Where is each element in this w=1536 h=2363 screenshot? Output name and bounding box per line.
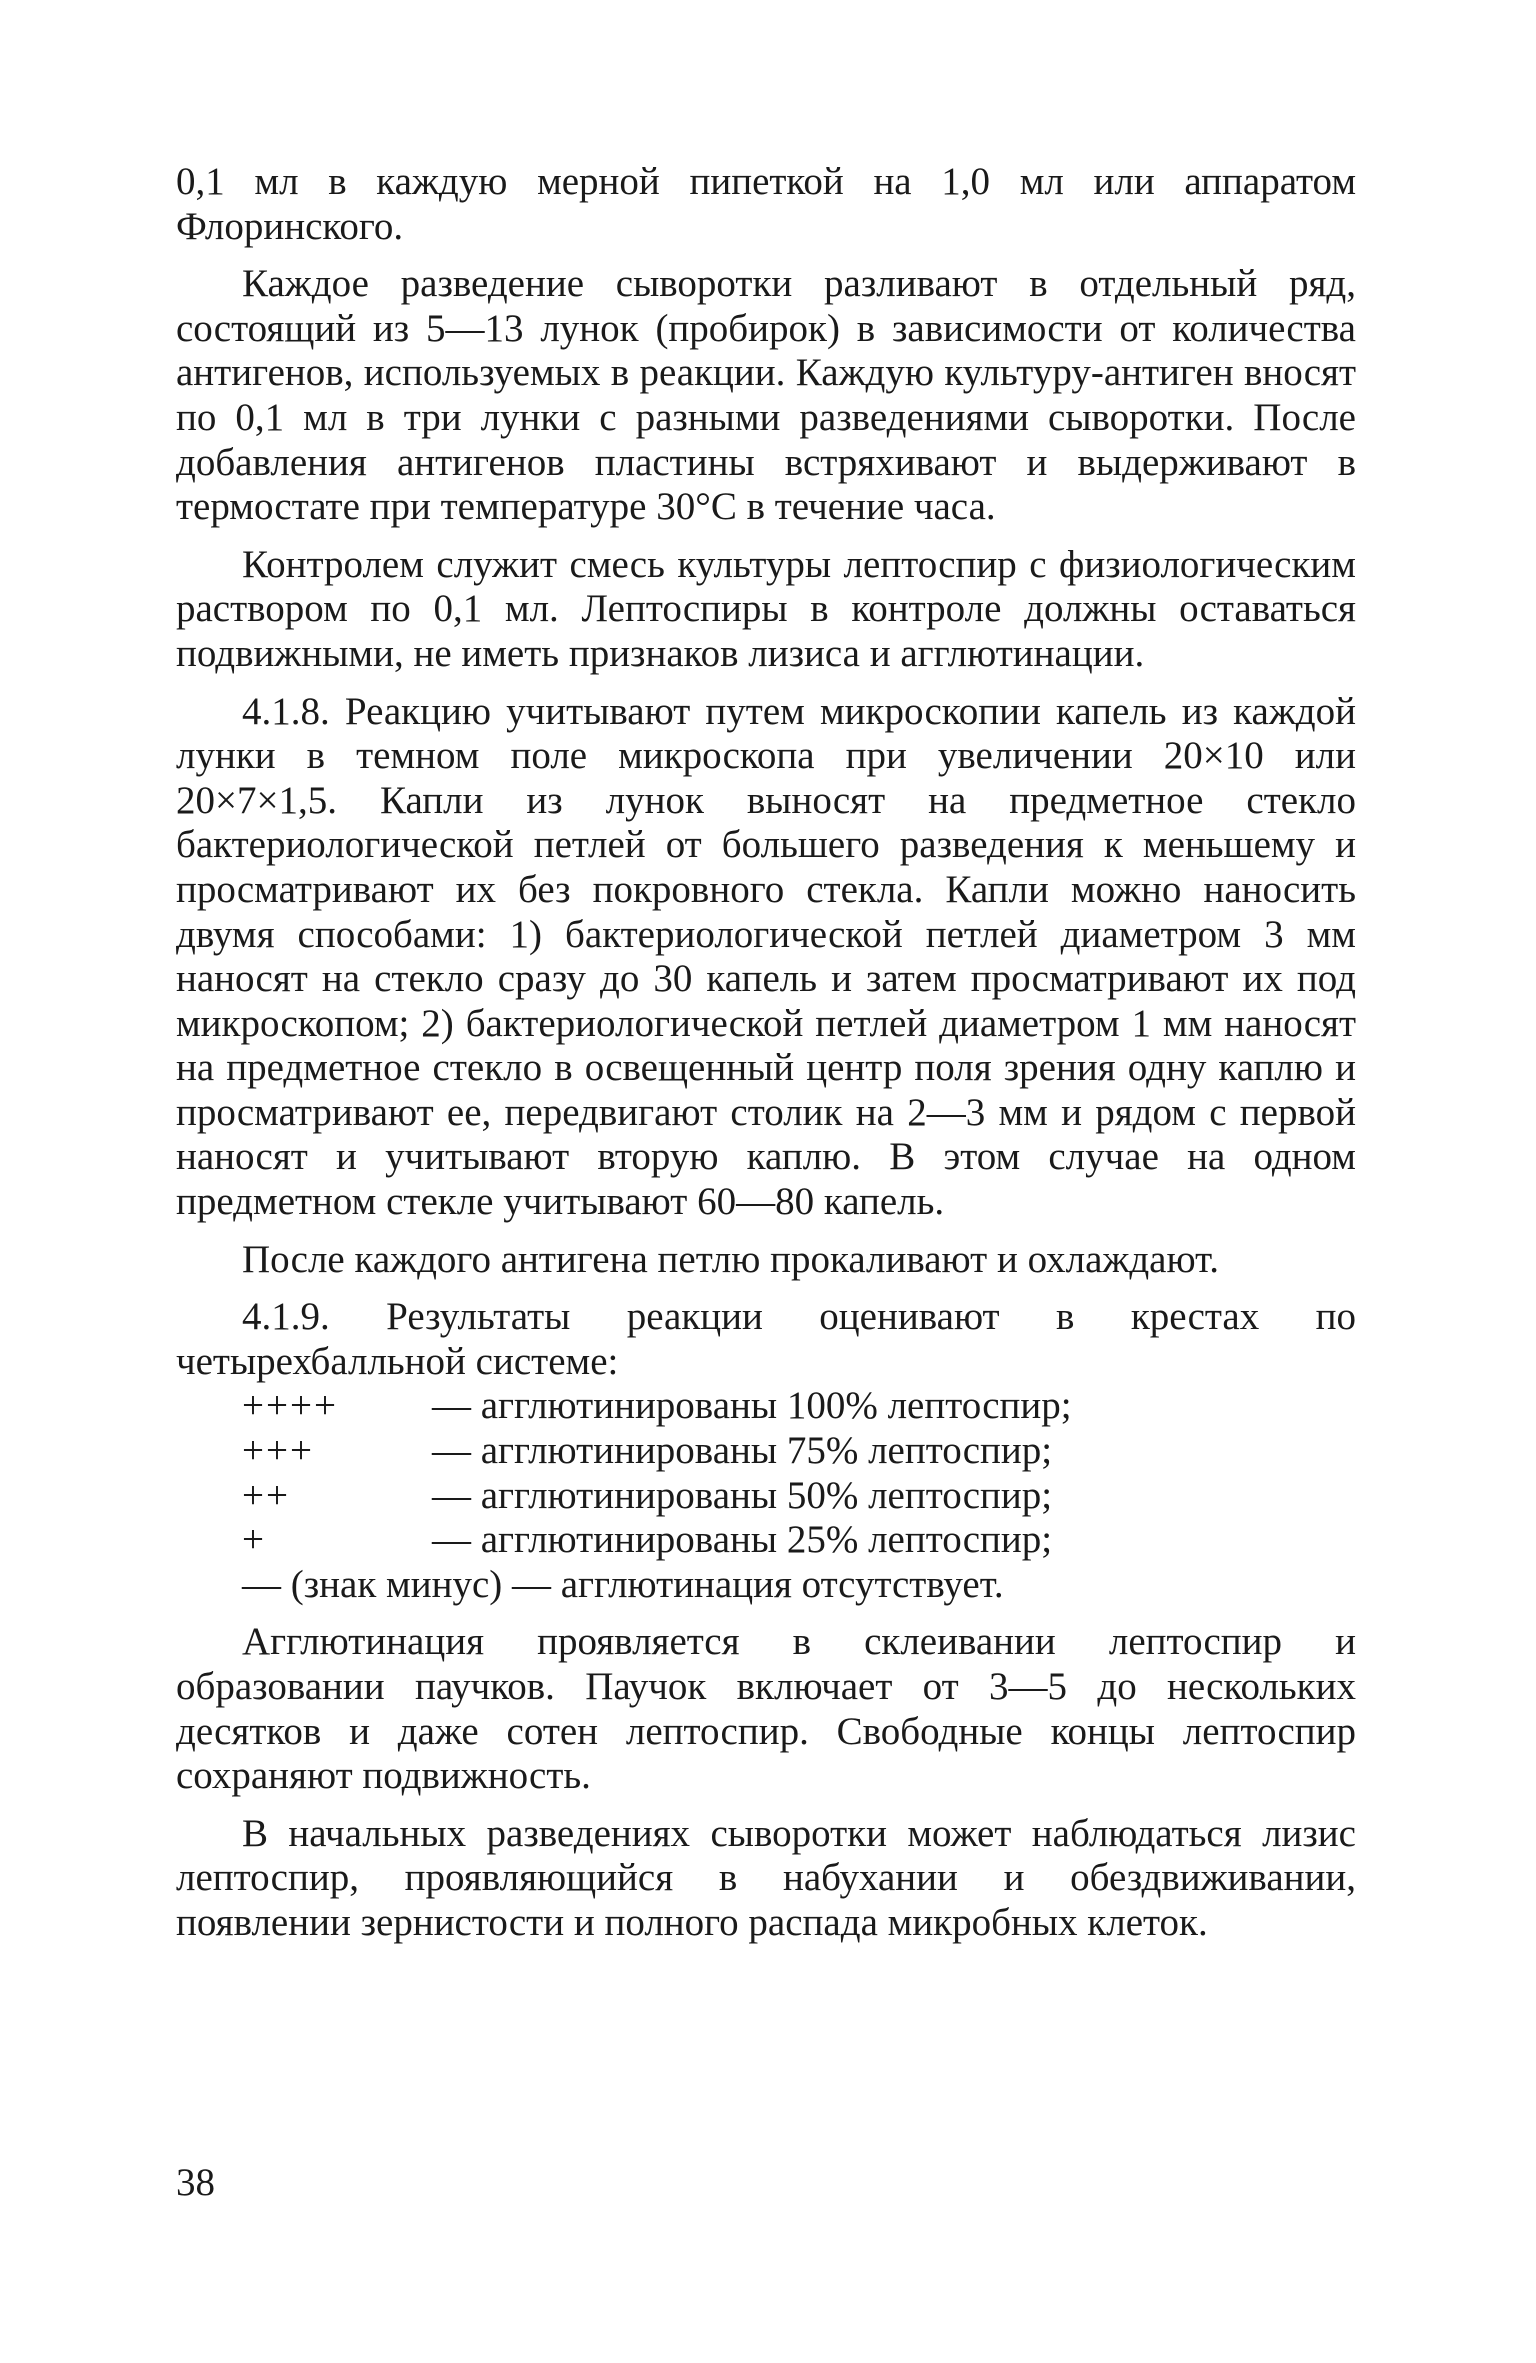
legend-sign: ++ [242, 1473, 290, 1517]
legend-sign: +++ [242, 1429, 314, 1473]
legend-text: — агглютинированы 75% лептоспир; [432, 1429, 1053, 1473]
legend-text: — агглютинированы 100% лептоспир; [432, 1384, 1072, 1428]
paragraph-serum-dilution: Каждое разведение сыворотки разливают в отдельный ряд, состоящий из 5—13 лунок (пробирок) в зависимости от количества антигенов, используемых в реакции. Каждую культуру-антиген вносят по 0,1 мл в три лунки с разными разведениями сыворотки. После добавления антигенов пластины встряхивают и выдерживают в термостате при температуре 30°С в течение часа. [176, 262, 1356, 529]
paragraph-4-1-8: 4.1.8. Реакцию учитывают путем микроскопии капель из каждой лунки в темном поле микроскопа при увеличении 20×10 или 20×7×1,5. Капли из лунок выносят на предметное стекло бактериологической петлей от большего разведения к меньшему и просматривают их без покровного стекла. Капли можно наносить двумя способами: 1) бактериологической петлей диаметром 3 мм наносят на стекло сразу до 30 капель и затем просматривают их под микроскопом; 2) бактериологической петлей диаметром 1 мм наносят на предметное стекло в освещенный центр поля зрения одну каплю и просматривают ее, передвигают столик на 2—3 мм и рядом с первой наносят и учитывают вторую каплю. В этом случае на одном предметном стекле учитывают 60—80 капель. [176, 689, 1356, 1224]
paragraph-continuation: 0,1 мл в каждую мерной пипеткой на 1,0 мл или аппаратом Флоринского. [176, 160, 1356, 248]
page-body [176, 160, 1356, 1959]
legend-row [242, 1518, 1356, 1563]
legend-text: — агглютинированы 25% лептоспир; [432, 1518, 1053, 1562]
legend-sign: ++++ [242, 1384, 338, 1428]
legend-text: — агглютинированы 50% лептоспир; [432, 1473, 1053, 1517]
grading-legend [242, 1384, 1356, 1562]
paragraph-agglutination: Агглютинация проявляется в склеивании лептоспир и образовании паучков. Паучок включает от 3—5 до нескольких десятков и даже сотен лептоспир. Свободные концы лептоспир сохраняют подвижность. [176, 1620, 1356, 1798]
legend-row [242, 1474, 1356, 1519]
paragraph-loop-sterilization: После каждого антигена петлю прокаливают и охлаждают. [242, 1237, 1219, 1281]
page-number: 38 [176, 2161, 215, 2204]
paragraph-lysis: В начальных разведениях сыворотки может наблюдаться лизис лептоспир, проявляющийся в набухании и обездвиживании, появлении зернистости и полного распада микробных клеток. [176, 1811, 1356, 1944]
legend-minus-row: — (знак минус) — агглютинация отсутствует. [242, 1562, 1004, 1606]
legend-row [242, 1384, 1356, 1429]
paragraph-control: Контролем служит смесь культуры лептоспир с физиологическим раствором по 0,1 мл. Лептоспиры в контроле должны оставаться подвижными, не иметь признаков лизиса и агглютинации. [176, 542, 1356, 675]
legend-sign: + [242, 1518, 266, 1562]
legend-row [242, 1429, 1356, 1474]
paragraph-4-1-9: 4.1.9. Результаты реакции оценивают в крестах по четырехбалльной системе: [176, 1295, 1356, 1383]
